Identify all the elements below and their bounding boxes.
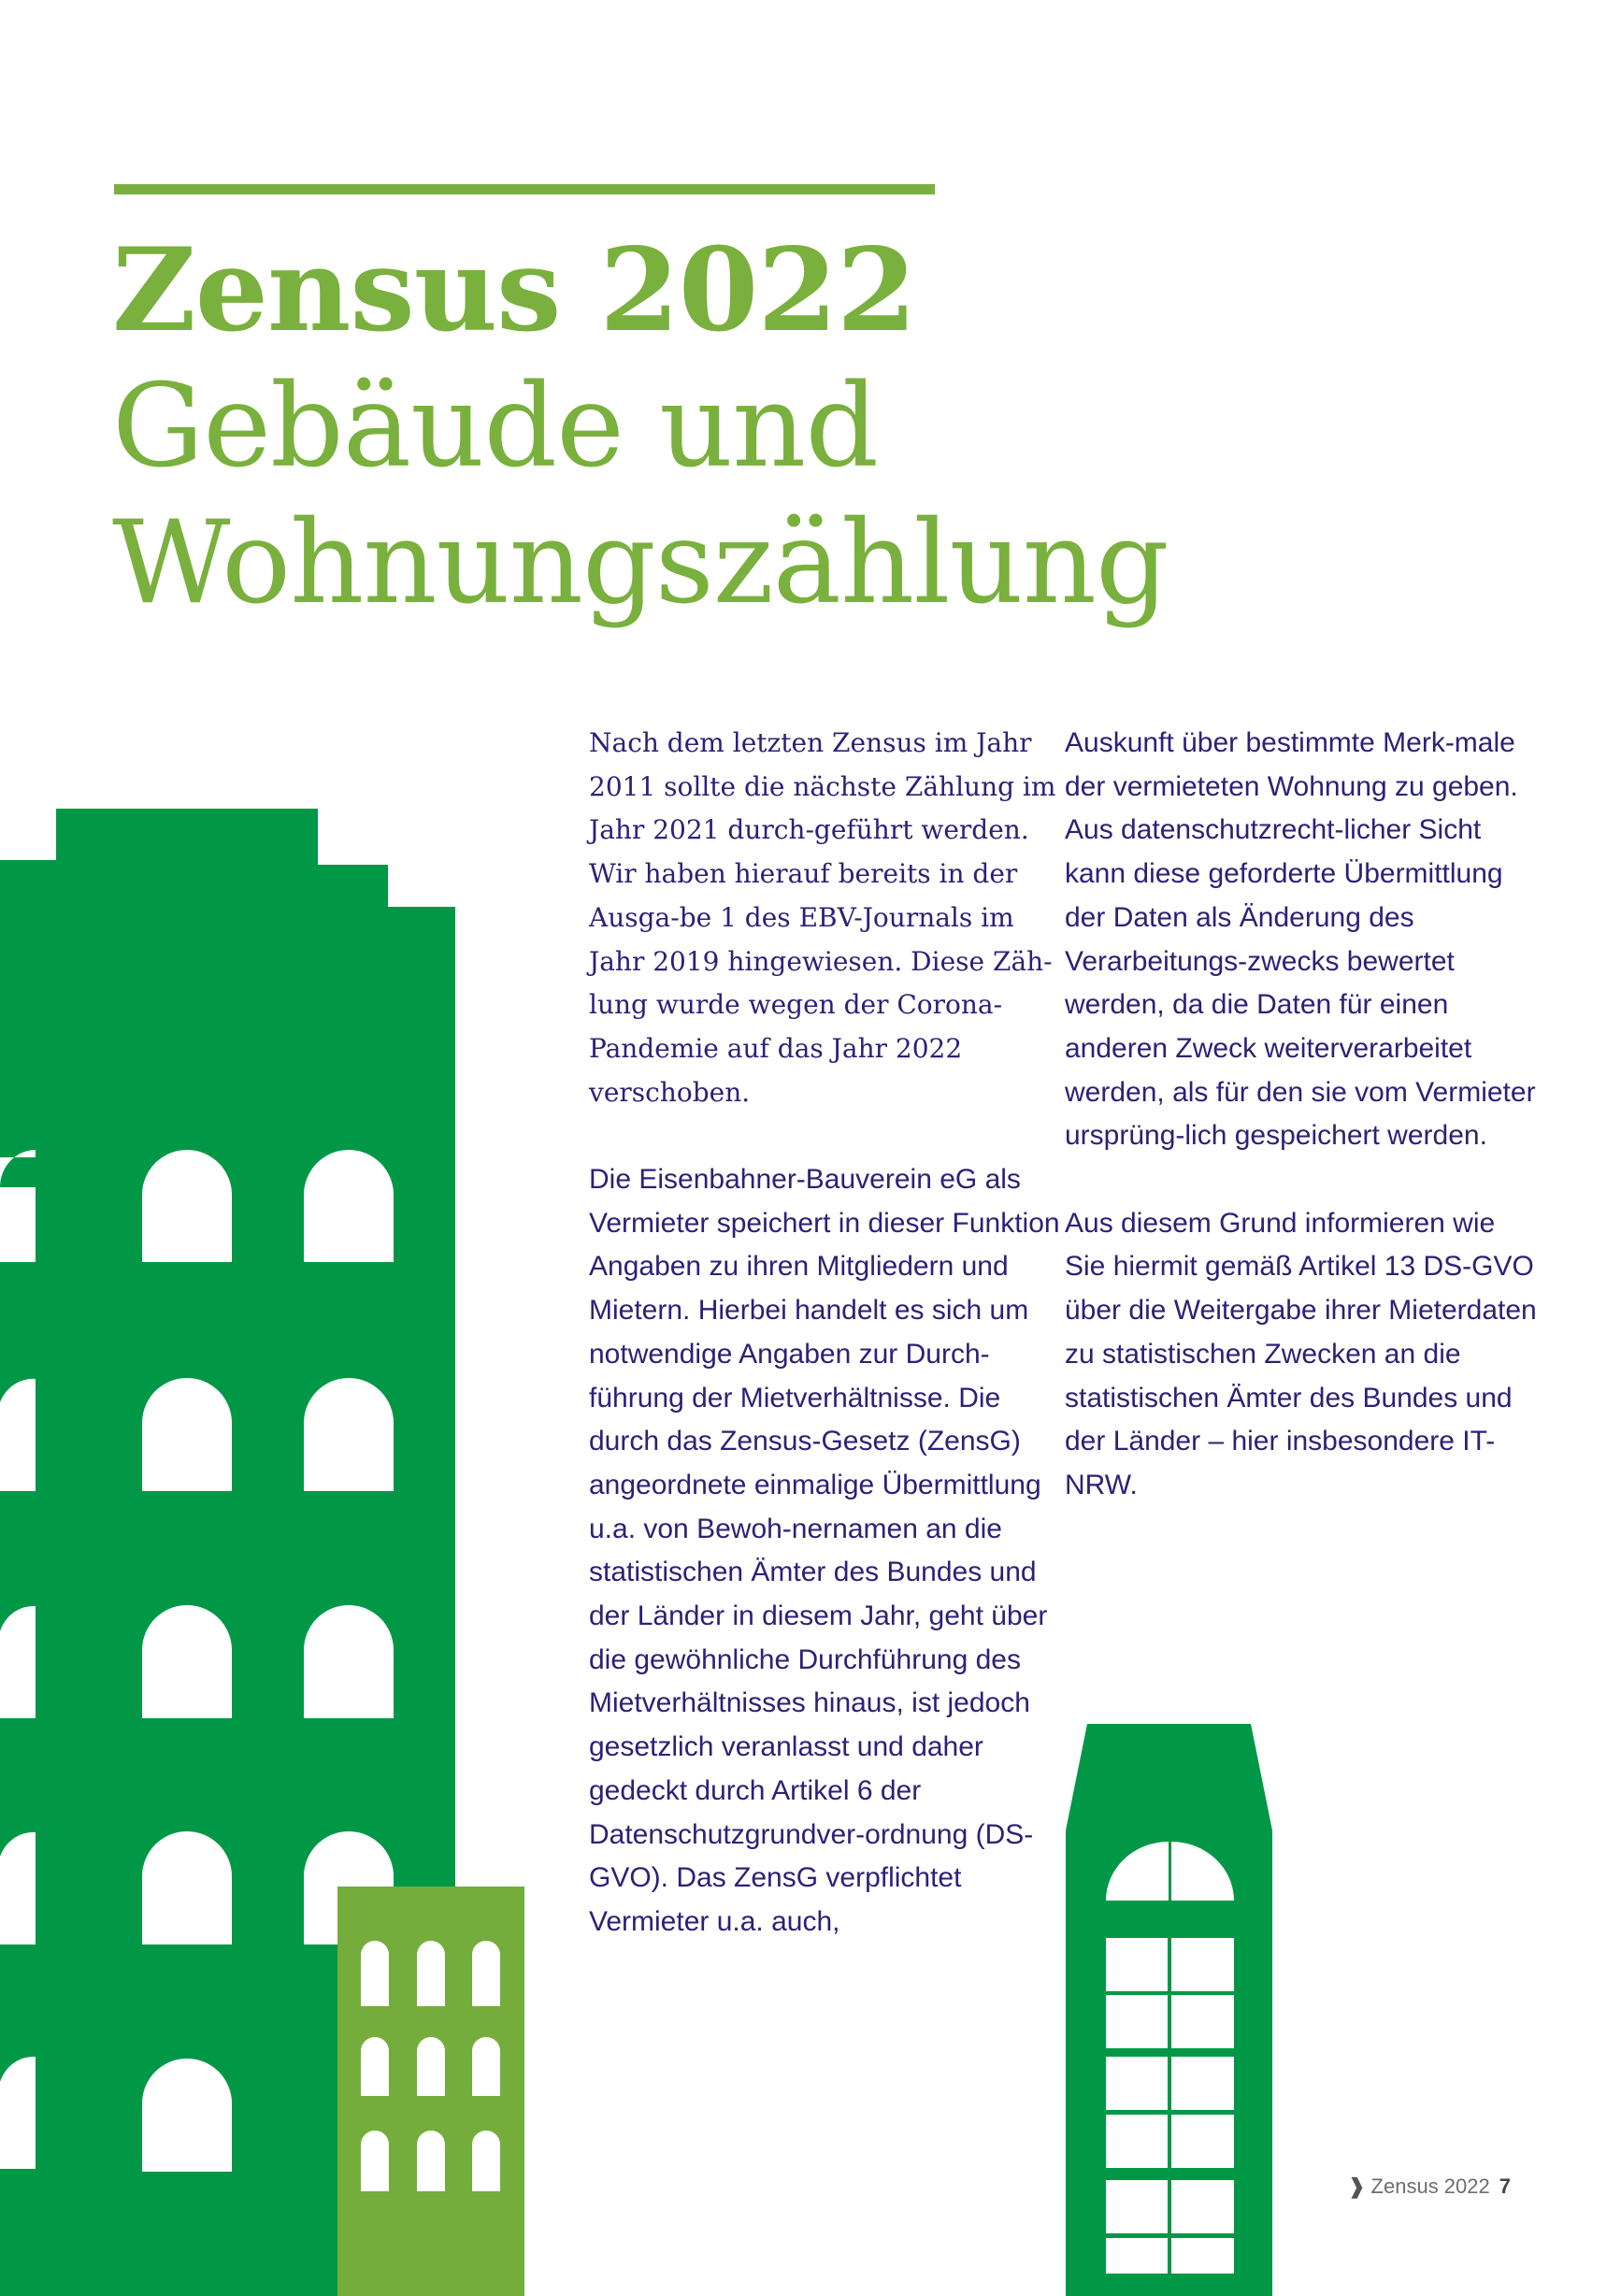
footer-label: Zensus 2022 xyxy=(1370,2174,1490,2198)
text-column-right xyxy=(1065,722,1537,1508)
page-footer xyxy=(1348,2174,1511,2199)
text-column-left xyxy=(589,722,1061,1944)
narrow-building xyxy=(1066,1724,1272,2296)
page-number: 7 xyxy=(1499,2174,1511,2198)
small-building xyxy=(337,1887,524,2296)
title-line-1: Zensus 2022 xyxy=(112,223,916,358)
body-paragraph-2: Auskunft über bestimmte Merk-male der vermieteten Wohnung zu geben. Aus datenschutzrecht-licher Sicht kann diese geforderte Übermittlung der Daten als Änderung des Verarbeitungs-zwecks bewertet werden, da die Daten für einen anderen Zweck weiterverarbeitet werden, als für den sie vom Vermieter ursprüng-lich gespeichert werden. xyxy=(1065,727,1536,1152)
footer-marker-icon: ❱ xyxy=(1348,2174,1366,2198)
intro-paragraph: Nach dem letzten Zensus im Jahr 2011 sollte die nächste Zählung im Jahr 2021 durch-geführt werden. Wir haben hierauf bereits in der Ausga-be 1 des EBV-Journals im Jahr 2019 hingewiesen. Diese Zäh-lung wurde wegen der Corona-Pandemie auf das Jahr 2022 verschoben. xyxy=(589,727,1056,1108)
title-line-3: Wohnungszählung xyxy=(112,496,1169,630)
title-line-2: Gebäude und xyxy=(112,360,879,494)
body-paragraph-3: Aus diesem Grund informieren wie Sie hiermit gemäß Artikel 13 DS-GVO über die Weitergabe ihrer Mieterdaten zu statistischen Zwecken an die statistischen Ämter des Bundes und der Länder – hier insbesondere IT-NRW. xyxy=(1065,1207,1537,1500)
body-paragraph-1: Die Eisenbahner-Bauverein eG als Vermieter speichert in dieser Funktion Angaben zu ihren Mitgliedern und Mietern. Hierbei handelt es sich um notwendige Angaben zur Durch-führung der Mietverhältnisse. Die durch das Zensus-Gesetz (ZensG) angeordnete einmalige Übermittlung u.a. von Bewoh-nernamen an die statistischen Ämter des Bundes und der Länder in diesem Jahr, geht über die gewöhnliche Durchführung des Mietverhältnisses hinaus, ist jedoch gesetzlich veranlasst und daher gedeckt durch Artikel 6 der Datenschutzgrundver-ordnung (DS-GVO). Das ZensG verpflichtet Vermieter u.a. auch, xyxy=(589,1164,1060,1937)
